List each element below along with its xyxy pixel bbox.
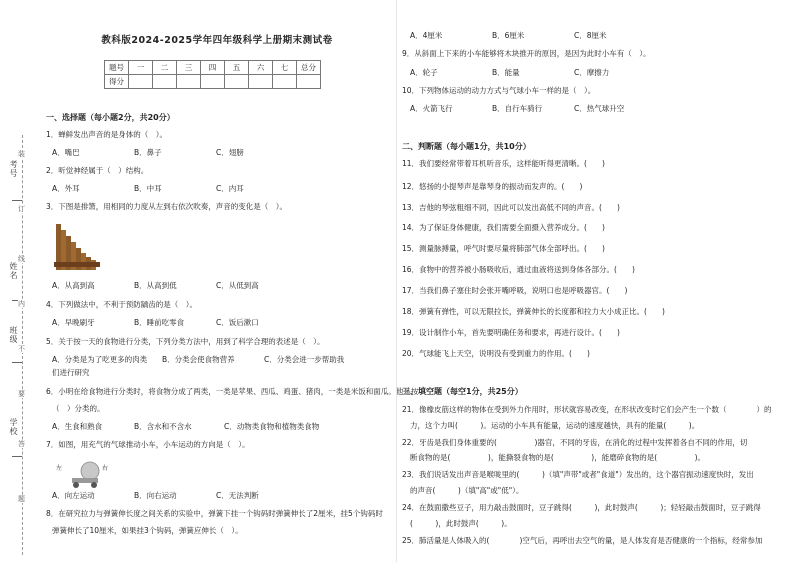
question-continuation: （ ）分类的。: [52, 404, 105, 413]
score-header-cell: 六: [249, 61, 273, 75]
binding-word: 答: [18, 440, 25, 448]
column-separator: [396, 0, 397, 562]
option-a[interactable]: A．分类是为了吃更多的肉类: [52, 355, 148, 364]
option-b[interactable]: B．含水和不含水: [134, 422, 192, 431]
question-text: 6．小明在给食物进行分类时，将食物分成了两类，一类是苹果、西瓜、鸡蛋、猪肉，一类是米饭和面瓜。他是按: [46, 387, 419, 396]
option-a[interactable]: A．嘴巴: [52, 148, 80, 157]
fill-question-continuation: ( )，此时鼓声( )。: [410, 519, 512, 528]
option-b[interactable]: B．中耳: [134, 184, 162, 193]
score-cell[interactable]: [129, 75, 153, 89]
option-c[interactable]: C．8厘米: [574, 31, 607, 40]
option-b[interactable]: B．自行车骑行: [492, 104, 543, 113]
score-header-cell: 三: [177, 61, 201, 75]
exam-number-label: 考号: [9, 160, 18, 178]
right-label: 右: [102, 465, 109, 472]
judge-question: 16．食物中的营养被小肠吸收后，通过血液将送到身体各部分。( ): [402, 265, 635, 274]
balloon-car-illustration: [54, 460, 110, 488]
class-label: 班级: [9, 326, 18, 344]
binding-word: 内: [18, 300, 25, 308]
section-heading-fill: 三、填空题（每空1分，共25分）: [402, 387, 523, 396]
score-cell[interactable]: [201, 75, 225, 89]
question-text: 8．在研究拉力与弹簧伸长度之间关系的实验中，弹簧下挂一个钩码时弹簧伸长了2厘米，挂5个钩码时: [46, 509, 383, 518]
school-label: 学校: [9, 418, 18, 436]
option-c[interactable]: C．饭后漱口: [216, 318, 259, 327]
option-c[interactable]: C．分类会进一步帮助我: [264, 355, 345, 364]
option-c[interactable]: C．摩擦力: [574, 68, 610, 77]
panpipe-illustration: [54, 222, 104, 274]
options-row: [52, 183, 244, 194]
option-c[interactable]: C．无法判断: [216, 491, 259, 500]
fill-question: 23．我们说话发出声音是喉咙里的( )（填"声带"或者"食道"）发出的，这个器官振动速度快时，发出: [402, 470, 754, 479]
option-a[interactable]: A．生食和熟食: [52, 422, 103, 431]
section-heading-choice: 一、选择题（每小题2分，共20分）: [46, 113, 175, 122]
question-text: 7．如图，用充气的气球推动小车，小车运动的方向是（ ）。: [46, 440, 250, 449]
option-a[interactable]: A．轮子: [410, 68, 438, 77]
option-a[interactable]: A．从高到高: [52, 281, 95, 290]
left-column: [44, 0, 419, 562]
option-a[interactable]: A．早晚刷牙: [52, 318, 95, 327]
question-continuation: 们进行研究: [52, 368, 90, 377]
option-b[interactable]: B．分类会使食物营养: [162, 355, 235, 364]
option-b[interactable]: B．向右运动: [134, 491, 177, 500]
fill-question: 21．像橡皮筋这样的物体在受到外力作用时，形状就容易改变，在形状改变时它们会产生一个数（ ）的: [402, 405, 772, 414]
options-row: [52, 147, 244, 158]
option-c[interactable]: C．从低到高: [216, 281, 259, 290]
option-a[interactable]: A．火箭飞行: [410, 104, 453, 113]
options-row: [52, 354, 344, 365]
score-cell[interactable]: [153, 75, 177, 89]
option-c[interactable]: C．内耳: [216, 184, 244, 193]
judge-question: 17．当我们鼻子塞住时会张开嘴呼吸，说明口也是呼吸器官。( ): [402, 286, 628, 295]
school-line: [12, 456, 22, 457]
option-c[interactable]: C．热气球升空: [574, 104, 625, 113]
score-cell[interactable]: [249, 75, 273, 89]
score-cell[interactable]: [177, 75, 201, 89]
fill-question-continuation: 的声音( )（填"高"或"低"）。: [410, 486, 524, 495]
option-b[interactable]: B．睡前吃零食: [134, 318, 185, 327]
score-header-cell: 五: [225, 61, 249, 75]
question-continuation: 弹簧伸长了10厘米，如果挂3个钩码，弹簧应伸长（ ）。: [52, 526, 243, 535]
binding-margin: [0, 0, 44, 562]
option-b[interactable]: B．从高到低: [134, 281, 177, 290]
score-header-cell: 一: [129, 61, 153, 75]
options-row: [52, 490, 259, 501]
fill-question: 22．牙齿是我们身体重要的( )器官，不同的牙齿，在消化的过程中发挥着各自不同的作用，切: [402, 438, 748, 447]
score-table: [104, 60, 321, 89]
question-text: 10．下列物体运动的动力方式与气球小车一样的是（ ）。: [402, 86, 596, 95]
judge-question: 18．弹簧有弹性，可以无限拉长，弹簧伸长的长度都和拉力大小成正比。( ): [402, 307, 665, 316]
right-column: [402, 0, 788, 562]
question-text: 2．听觉神经属于（ ）结构。: [46, 166, 149, 175]
score-header-cell: 题号: [105, 61, 129, 75]
score-label-cell: 得分: [105, 75, 129, 89]
exam-number-line: [12, 200, 22, 201]
options-row: [52, 280, 259, 291]
binding-word: 装: [18, 150, 25, 158]
score-cell[interactable]: [297, 75, 321, 89]
question-text: 4．下列做法中，不利于预防龋齿的是（ ）。: [46, 300, 198, 309]
option-a[interactable]: A．4厘米: [410, 31, 443, 40]
binding-word: 订: [18, 205, 25, 213]
score-cell[interactable]: [225, 75, 249, 89]
option-a[interactable]: A．向左运动: [52, 491, 95, 500]
score-header-cell: 七: [273, 61, 297, 75]
fill-question: 25．肺活量是人体吸入的( )空气后，再呼出去空气的量，是人体发育是否健康的一个指标，经常参加: [402, 536, 763, 545]
option-b[interactable]: B．能量: [492, 68, 520, 77]
binding-word: 不: [18, 345, 25, 353]
fill-question: 24．在鼓面撒些豆子，用力敲击鼓面时，豆子跳得( )，此时鼓声( )；轻轻敲击鼓面时，豆子跳得: [402, 503, 761, 512]
judge-question: 13．吉他的琴弦粗细不同，因此可以发出高低不同的声音。( ): [402, 203, 620, 212]
score-header-cell: 总分: [297, 61, 321, 75]
judge-question: 11．我们要经常带着耳机听音乐，这样能听得更清晰。( ): [402, 159, 605, 168]
question-text: 3．下图是排箫，用相同的力度从左到右依次吹奏，声音的变化是（ ）。: [46, 202, 288, 211]
option-a[interactable]: A．外耳: [52, 184, 80, 193]
fill-question-continuation: 断食物的是( )，能撕裂食物的是( )，能磨碎食物的是( )。: [410, 453, 706, 462]
options-row: [52, 317, 259, 328]
binding-word: 题: [18, 495, 25, 503]
class-line: [12, 362, 22, 363]
options-row: [410, 67, 609, 78]
score-header-cell: 四: [201, 61, 225, 75]
judge-question: 15．测量脉搏量，呼气时要尽量将肺部气体全部呼出。( ): [402, 244, 605, 253]
binding-word: 线: [18, 255, 25, 263]
option-c[interactable]: C．翅膀: [216, 148, 244, 157]
score-header-cell: 二: [153, 61, 177, 75]
options-row: [410, 30, 607, 41]
score-cell[interactable]: [273, 75, 297, 89]
binding-word: 要: [18, 390, 25, 398]
judge-question: 14．为了保证身体健康，我们需要全面摄入营养成分。( ): [402, 223, 605, 232]
left-label: 左: [56, 465, 63, 472]
question-text: 9．从斜面上下来的小车能够将木块推开的原因，是因为此时小车有（ ）。: [402, 49, 651, 58]
exam-title: 教科版2024-2025学年四年级科学上册期末测试卷: [101, 35, 333, 46]
option-c[interactable]: C．动物类食物和植物类食物: [224, 422, 320, 431]
options-row: [52, 421, 319, 432]
name-label: 姓名: [9, 262, 18, 280]
section-heading-judge: 二、判断题（每小题1分，共10分）: [402, 142, 531, 151]
option-b[interactable]: B．鼻子: [134, 148, 162, 157]
judge-question: 20．气球能飞上天空，说明没有受到重力的作用。( ): [402, 349, 590, 358]
options-row: [410, 103, 624, 114]
question-text: 5．关于按一天的食物进行分类，下列分类方法中，用到了科学合理的表述是（ ）。: [46, 337, 325, 346]
judge-question: 12．悠扬的小提琴声是靠琴身的振动而发声的。( ): [402, 182, 583, 191]
question-text: 1．蝉鲜发出声音的是身体的（ ）。: [46, 130, 168, 139]
fill-question-continuation: 力，这个力叫( )。运动的小车具有能量，运动的速度越快，具有的能量( )。: [410, 421, 700, 430]
option-b[interactable]: B．6厘米: [492, 31, 525, 40]
judge-question: 19．设计制作小车，首先要明确任务和要求，再进行设计。( ): [402, 328, 620, 337]
